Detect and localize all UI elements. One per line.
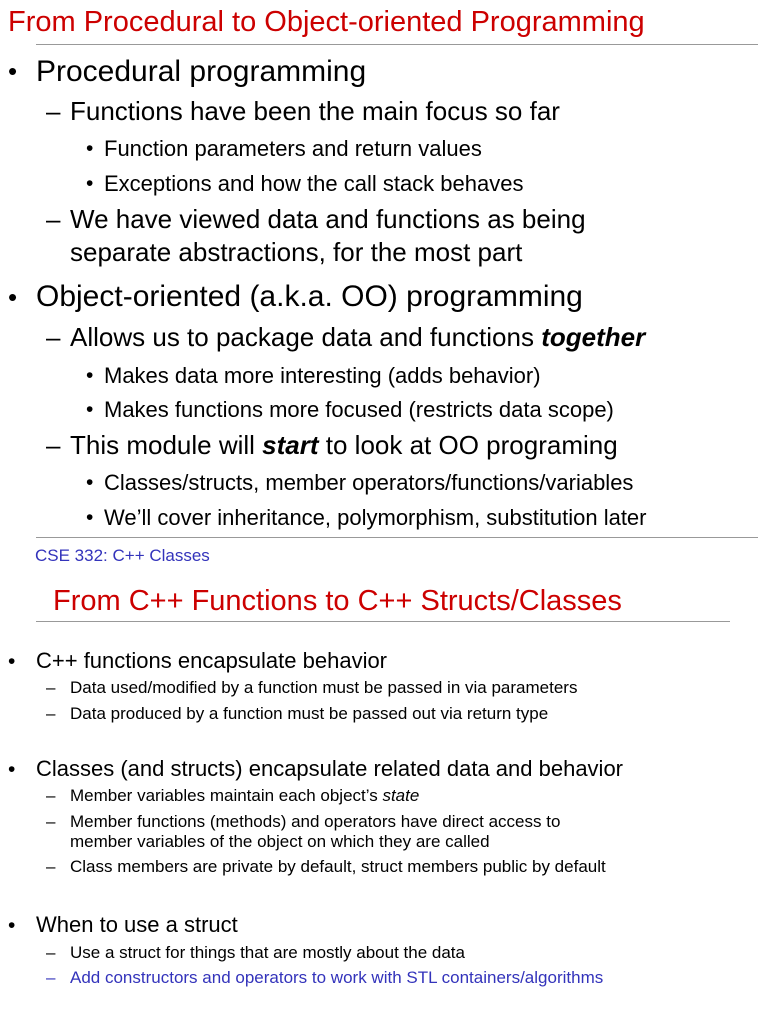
dash-marker: – (46, 968, 56, 987)
s1-b1-2-line1: We have viewed data and functions as being (70, 204, 586, 234)
slide1-footer: CSE 332: C++ Classes (35, 546, 210, 565)
bullet-dot: • (86, 172, 94, 195)
s1-b2-2-emph: start (262, 430, 319, 460)
slide1-title-rule (36, 44, 758, 45)
s2-b3-1: Use a struct for things that are mostly about the data (70, 943, 465, 962)
dash-marker: – (46, 786, 56, 805)
slide2-title-rule (36, 621, 730, 622)
s1-b2-2-2: We’ll cover inheritance, polymorphism, substitution later (104, 505, 647, 530)
bullet-dot: • (8, 914, 16, 937)
s2-b2-3: Class members are private by default, struct members public by default (70, 857, 606, 876)
s1-b1-1: Functions have been the main focus so far (70, 96, 560, 126)
dash-marker: – (46, 430, 61, 460)
s2-b1: C++ functions encapsulate behavior (36, 648, 388, 673)
dash-marker: – (46, 678, 56, 697)
s2-b3-2: Add constructors and operators to work with STL containers/algorithms (70, 968, 604, 987)
s2-b1-2: Data produced by a function must be passed out via return type (70, 704, 549, 723)
slide2-title: From C++ Functions to C++ Structs/Classes (53, 585, 622, 617)
bullet-dot: • (86, 398, 94, 421)
dash-marker: – (46, 704, 56, 723)
s2-b2-1 (70, 786, 419, 806)
slide1-title: From Procedural to Object-oriented Programming (8, 6, 645, 38)
s2-b2: Classes (and structs) encapsulate related data and behavior (36, 756, 624, 781)
bullet-dot: • (8, 650, 16, 673)
bullet-dot: • (86, 137, 94, 160)
s1-b2: Object-oriented (a.k.a. OO) programming (36, 280, 583, 313)
s1-b2-1-1: Makes data more interesting (adds behavior) (104, 363, 541, 388)
s2-b1-1: Data used/modified by a function must be passed in via parameters (70, 678, 578, 697)
s2-b2-1-emph: state (382, 786, 420, 805)
s1-b2-2-post: to look at OO programing (318, 430, 618, 460)
bullet-dot: • (8, 282, 18, 312)
dash-marker: – (46, 857, 56, 876)
s2-b2-2-line2: member variables of the object on which they are called (70, 832, 490, 851)
dash-marker: – (46, 812, 56, 831)
s1-b2-2-1: Classes/structs, member operators/functions/variables (104, 470, 634, 495)
s1-b2-1-emph: together (541, 322, 646, 352)
s2-b2-2-line1: Member functions (methods) and operators have direct access to (70, 812, 561, 831)
dash-marker: – (46, 96, 61, 126)
bullet-dot: • (86, 364, 94, 387)
s1-b1-2-line2: separate abstractions, for the most part (70, 237, 523, 267)
s1-b2-1-2: Makes functions more focused (restricts data scope) (104, 397, 614, 422)
s1-b1-1-2: Exceptions and how the call stack behaves (104, 171, 524, 196)
slide1-footer-rule (36, 537, 758, 538)
bullet-dot: • (86, 506, 94, 529)
bullet-dot: • (8, 56, 18, 86)
s1-b2-1-text: Allows us to package data and functions (70, 322, 542, 352)
s2-b2-1-text: Member variables maintain each object’s (70, 786, 383, 805)
s1-b1-1-1: Function parameters and return values (104, 136, 482, 161)
dash-marker: – (46, 204, 61, 234)
s2-b3: When to use a struct (36, 912, 238, 937)
s1-b1: Procedural programming (36, 55, 367, 88)
s1-b2-2-pre: This module will (70, 430, 263, 460)
bullet-dot: • (8, 758, 16, 781)
s1-b2-1 (70, 322, 645, 353)
dash-marker: – (46, 322, 61, 352)
s1-b2-2 (70, 430, 618, 461)
dash-marker: – (46, 943, 56, 962)
bullet-dot: • (86, 471, 94, 494)
